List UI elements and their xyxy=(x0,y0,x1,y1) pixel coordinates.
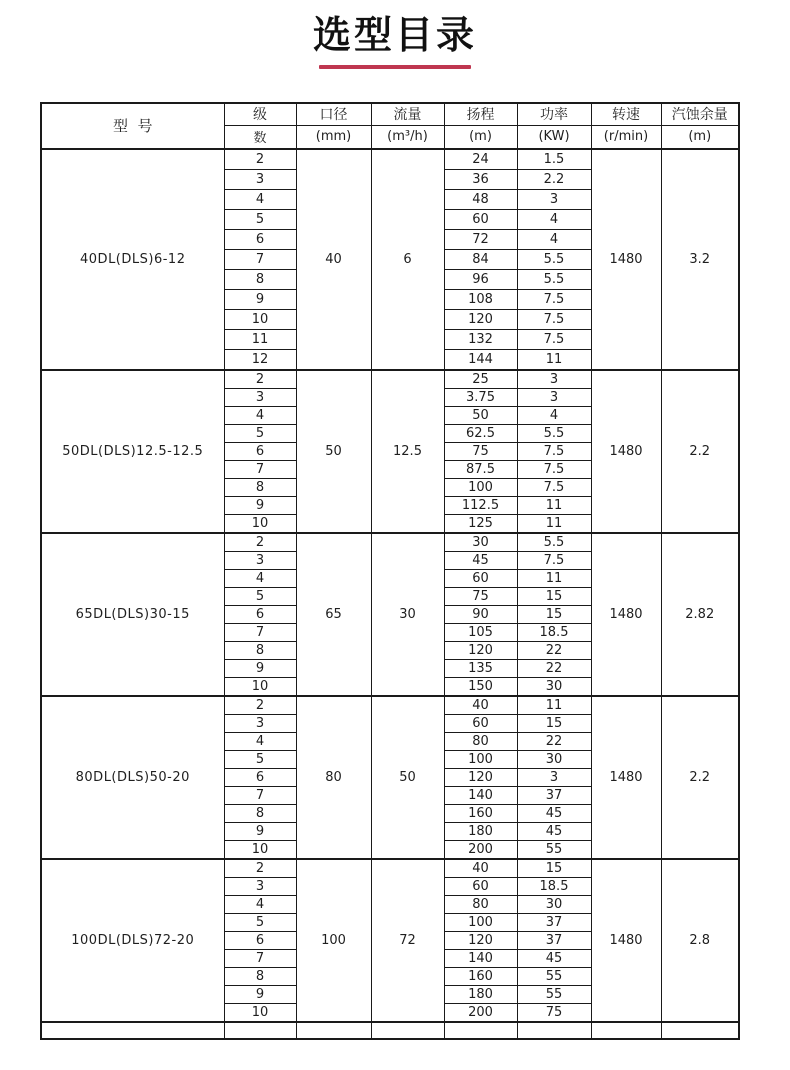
power-cell: 30 xyxy=(517,895,591,913)
power-cell: 4 xyxy=(517,209,591,229)
power-cell: 4 xyxy=(517,406,591,424)
table-header xyxy=(41,103,739,149)
stage-cell: 2 xyxy=(224,149,296,170)
flow-cell: 6 xyxy=(371,149,444,370)
head-cell: 45 xyxy=(444,551,517,569)
speed-cell: 1480 xyxy=(591,370,661,533)
table-row xyxy=(41,149,739,170)
stage-cell: 7 xyxy=(224,623,296,641)
table-row xyxy=(41,859,739,878)
stage-cell: 6 xyxy=(224,768,296,786)
header-power-unit: (KW) xyxy=(517,126,591,149)
header-stages: 级 xyxy=(224,103,296,126)
stage-cell: 5 xyxy=(224,587,296,605)
head-cell: 80 xyxy=(444,895,517,913)
header-flow: 流量 xyxy=(371,103,444,126)
header-flow-unit: (m³/h) xyxy=(371,126,444,149)
diameter-cell: 65 xyxy=(296,533,371,696)
power-cell: 7.5 xyxy=(517,442,591,460)
stage-cell: 2 xyxy=(224,696,296,715)
head-cell: 87.5 xyxy=(444,460,517,478)
header-head-unit: (m) xyxy=(444,126,517,149)
power-cell: 22 xyxy=(517,732,591,750)
stage-cell: 10 xyxy=(224,1003,296,1022)
flow-cell: 12.5 xyxy=(371,370,444,533)
flow-cell: 72 xyxy=(371,859,444,1022)
stage-cell: 7 xyxy=(224,786,296,804)
power-cell: 45 xyxy=(517,804,591,822)
power-cell: 3 xyxy=(517,388,591,406)
npsh-cell: 2.2 xyxy=(661,696,739,859)
power-cell: 11 xyxy=(517,569,591,587)
stage-cell: 6 xyxy=(224,229,296,249)
power-cell: 2.2 xyxy=(517,169,591,189)
head-cell: 60 xyxy=(444,877,517,895)
header-head: 扬程 xyxy=(444,103,517,126)
head-cell: 100 xyxy=(444,913,517,931)
power-cell: 18.5 xyxy=(517,623,591,641)
stage-cell: 6 xyxy=(224,605,296,623)
stage-cell: 5 xyxy=(224,209,296,229)
head-cell: 150 xyxy=(444,677,517,696)
head-cell: 48 xyxy=(444,189,517,209)
stage-cell: 8 xyxy=(224,967,296,985)
power-cell: 7.5 xyxy=(517,289,591,309)
head-cell: 84 xyxy=(444,249,517,269)
table-row xyxy=(41,696,739,715)
power-cell: 5.5 xyxy=(517,533,591,552)
power-cell: 55 xyxy=(517,985,591,1003)
stage-cell: 6 xyxy=(224,442,296,460)
model-cell: 50DL(DLS)12.5-12.5 xyxy=(41,370,224,533)
stage-cell: 5 xyxy=(224,913,296,931)
stage-cell: 3 xyxy=(224,388,296,406)
head-cell: 135 xyxy=(444,659,517,677)
head-cell: 30 xyxy=(444,533,517,552)
head-cell: 36 xyxy=(444,169,517,189)
model-cell: 40DL(DLS)6-12 xyxy=(41,149,224,370)
power-cell: 7.5 xyxy=(517,329,591,349)
power-cell: 37 xyxy=(517,913,591,931)
table-row xyxy=(41,1022,739,1039)
stage-cell: 5 xyxy=(224,424,296,442)
power-cell: 4 xyxy=(517,229,591,249)
power-cell: 37 xyxy=(517,786,591,804)
power-cell: 22 xyxy=(517,641,591,659)
stage-cell: 7 xyxy=(224,460,296,478)
flow-cell: 30 xyxy=(371,533,444,696)
stage-cell: 8 xyxy=(224,804,296,822)
speed-cell: 1480 xyxy=(591,859,661,1022)
head-cell: 60 xyxy=(444,209,517,229)
head-cell: 125 xyxy=(444,514,517,533)
head-cell: 60 xyxy=(444,569,517,587)
npsh-cell: 2.2 xyxy=(661,370,739,533)
power-cell: 7.5 xyxy=(517,460,591,478)
stage-cell: 11 xyxy=(224,329,296,349)
speed-cell: 1480 xyxy=(591,533,661,696)
head-cell: 140 xyxy=(444,949,517,967)
stage-cell: 10 xyxy=(224,309,296,329)
power-cell: 7.5 xyxy=(517,309,591,329)
head-cell: 120 xyxy=(444,768,517,786)
head-cell: 80 xyxy=(444,732,517,750)
head-cell: 100 xyxy=(444,750,517,768)
head-cell: 200 xyxy=(444,840,517,859)
head-cell: 40 xyxy=(444,696,517,715)
stage-cell: 9 xyxy=(224,659,296,677)
head-cell: 96 xyxy=(444,269,517,289)
stage-cell: 4 xyxy=(224,732,296,750)
page-header xyxy=(0,0,790,69)
pump-selection-table xyxy=(40,102,740,1040)
stage-cell: 7 xyxy=(224,249,296,269)
power-cell: 5.5 xyxy=(517,249,591,269)
stage-cell xyxy=(224,1022,296,1039)
head-cell: 140 xyxy=(444,786,517,804)
stage-cell: 3 xyxy=(224,551,296,569)
npsh-cell: 2.82 xyxy=(661,533,739,696)
stage-cell: 2 xyxy=(224,370,296,389)
npsh-cell: 2.8 xyxy=(661,859,739,1022)
model-cell: 80DL(DLS)50-20 xyxy=(41,696,224,859)
model-cell: 100DL(DLS)72-20 xyxy=(41,859,224,1022)
power-cell: 30 xyxy=(517,677,591,696)
stage-cell: 10 xyxy=(224,677,296,696)
stage-cell: 3 xyxy=(224,877,296,895)
stage-cell: 10 xyxy=(224,514,296,533)
head-cell: 160 xyxy=(444,967,517,985)
stage-cell: 4 xyxy=(224,569,296,587)
stage-cell: 6 xyxy=(224,931,296,949)
power-cell: 7.5 xyxy=(517,478,591,496)
header-npsh: 汽蚀余量 xyxy=(661,103,739,126)
head-cell: 25 xyxy=(444,370,517,389)
power-cell: 11 xyxy=(517,349,591,370)
speed-cell: 1480 xyxy=(591,149,661,370)
head-cell: 144 xyxy=(444,349,517,370)
head-cell xyxy=(444,1022,517,1039)
stage-cell: 9 xyxy=(224,496,296,514)
header-stages-unit: 数 xyxy=(224,126,296,149)
power-cell: 37 xyxy=(517,931,591,949)
table-row xyxy=(41,533,739,552)
power-cell: 5.5 xyxy=(517,424,591,442)
stage-cell: 2 xyxy=(224,533,296,552)
model-cell xyxy=(41,1022,224,1039)
stage-cell: 4 xyxy=(224,406,296,424)
head-cell: 40 xyxy=(444,859,517,878)
stage-cell: 4 xyxy=(224,189,296,209)
diameter-cell: 50 xyxy=(296,370,371,533)
power-cell: 3 xyxy=(517,189,591,209)
stage-cell: 10 xyxy=(224,840,296,859)
stage-cell: 3 xyxy=(224,169,296,189)
head-cell: 3.75 xyxy=(444,388,517,406)
stage-cell: 4 xyxy=(224,895,296,913)
stage-cell: 9 xyxy=(224,822,296,840)
power-cell: 3 xyxy=(517,768,591,786)
power-cell: 5.5 xyxy=(517,269,591,289)
head-cell: 62.5 xyxy=(444,424,517,442)
power-cell: 15 xyxy=(517,605,591,623)
head-cell: 72 xyxy=(444,229,517,249)
power-cell: 55 xyxy=(517,840,591,859)
power-cell xyxy=(517,1022,591,1039)
header-power: 功率 xyxy=(517,103,591,126)
speed-cell: 1480 xyxy=(591,696,661,859)
stage-cell: 8 xyxy=(224,478,296,496)
head-cell: 132 xyxy=(444,329,517,349)
stage-cell: 9 xyxy=(224,289,296,309)
power-cell: 11 xyxy=(517,696,591,715)
power-cell: 15 xyxy=(517,587,591,605)
table-row xyxy=(41,370,739,389)
flow-cell xyxy=(371,1022,444,1039)
head-cell: 75 xyxy=(444,587,517,605)
header-diameter: 口径 xyxy=(296,103,371,126)
power-cell: 11 xyxy=(517,514,591,533)
power-cell: 3 xyxy=(517,370,591,389)
head-cell: 120 xyxy=(444,931,517,949)
head-cell: 50 xyxy=(444,406,517,424)
title-underline xyxy=(319,65,471,69)
diameter-cell xyxy=(296,1022,371,1039)
head-cell: 24 xyxy=(444,149,517,170)
power-cell: 30 xyxy=(517,750,591,768)
stage-cell: 8 xyxy=(224,269,296,289)
npsh-cell: 3.2 xyxy=(661,149,739,370)
power-cell: 15 xyxy=(517,714,591,732)
power-cell: 18.5 xyxy=(517,877,591,895)
power-cell: 22 xyxy=(517,659,591,677)
head-cell: 60 xyxy=(444,714,517,732)
head-cell: 108 xyxy=(444,289,517,309)
header-speed-unit: (r/min) xyxy=(591,126,661,149)
head-cell: 160 xyxy=(444,804,517,822)
flow-cell: 50 xyxy=(371,696,444,859)
npsh-cell xyxy=(661,1022,739,1039)
power-cell: 55 xyxy=(517,967,591,985)
stage-cell: 5 xyxy=(224,750,296,768)
head-cell: 75 xyxy=(444,442,517,460)
power-cell: 15 xyxy=(517,859,591,878)
stage-cell: 9 xyxy=(224,985,296,1003)
head-cell: 180 xyxy=(444,985,517,1003)
power-cell: 45 xyxy=(517,822,591,840)
header-npsh-unit: (m) xyxy=(661,126,739,149)
power-cell: 45 xyxy=(517,949,591,967)
stage-cell: 12 xyxy=(224,349,296,370)
diameter-cell: 100 xyxy=(296,859,371,1022)
head-cell: 90 xyxy=(444,605,517,623)
power-cell: 75 xyxy=(517,1003,591,1022)
stage-cell: 7 xyxy=(224,949,296,967)
table-body xyxy=(41,149,739,1039)
head-cell: 120 xyxy=(444,309,517,329)
head-cell: 112.5 xyxy=(444,496,517,514)
header-model: 型 号 xyxy=(41,103,224,149)
head-cell: 200 xyxy=(444,1003,517,1022)
head-cell: 120 xyxy=(444,641,517,659)
head-cell: 180 xyxy=(444,822,517,840)
power-cell: 11 xyxy=(517,496,591,514)
stage-cell: 8 xyxy=(224,641,296,659)
stage-cell: 3 xyxy=(224,714,296,732)
speed-cell xyxy=(591,1022,661,1039)
header-speed: 转速 xyxy=(591,103,661,126)
diameter-cell: 40 xyxy=(296,149,371,370)
power-cell: 7.5 xyxy=(517,551,591,569)
head-cell: 100 xyxy=(444,478,517,496)
head-cell: 105 xyxy=(444,623,517,641)
stage-cell: 2 xyxy=(224,859,296,878)
diameter-cell: 80 xyxy=(296,696,371,859)
power-cell: 1.5 xyxy=(517,149,591,170)
model-cell: 65DL(DLS)30-15 xyxy=(41,533,224,696)
page-title: 选型目录 xyxy=(312,13,477,57)
header-diameter-unit: (mm) xyxy=(296,126,371,149)
